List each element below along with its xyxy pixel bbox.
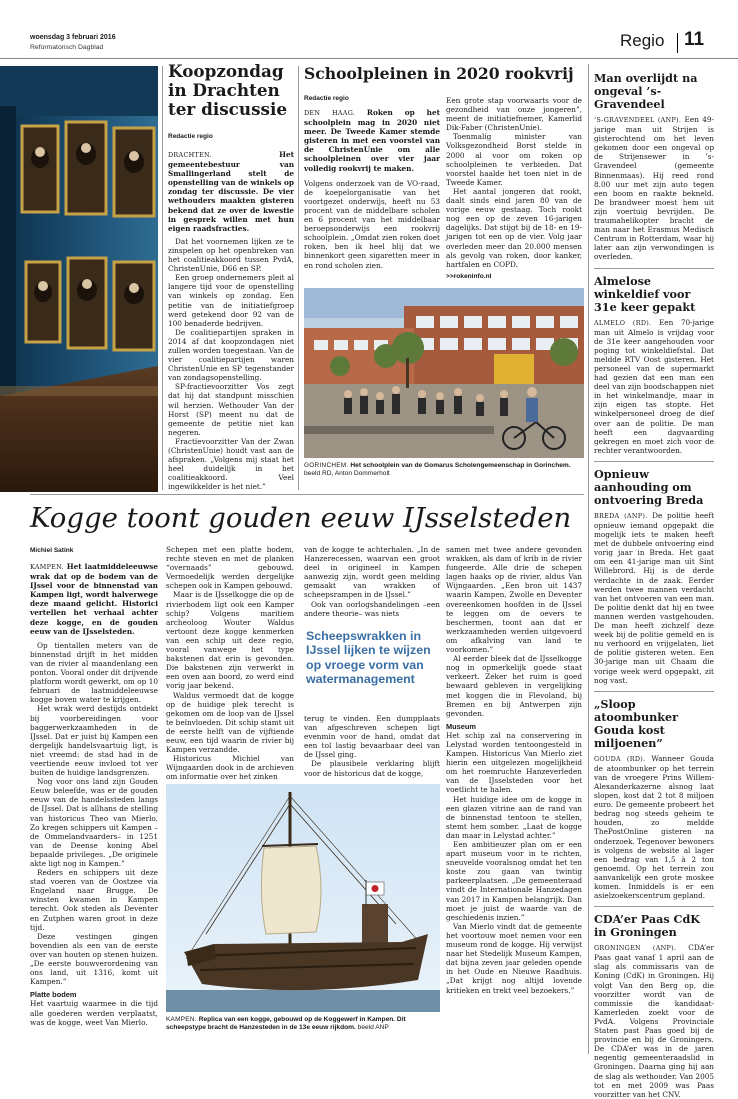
museum-photo-svg	[0, 66, 158, 492]
column-rule	[298, 66, 299, 490]
kogge-paragraph: Historicus Michiel van Wijngaarden dook in de archieven om informatie over het zinken	[166, 754, 294, 782]
kogge-col3-top	[304, 545, 440, 618]
masthead-paper: Reformatorisch Dagblad	[30, 44, 104, 51]
schoolpleinen-lead: Roken op het schoolplein mag in 2020 niet meer. De Tweede Kamer stemde gisteren in met een voorstel van de ChristenUnie om alle schoolpleinen over vier jaar volledig rookvrij te maken.	[304, 108, 440, 173]
column-rule	[162, 66, 163, 490]
kogge-paragraph: van de kogge te achterhalen. „In de Hanzerecessen, waarvan een groot deel in origineel in Kampen aanwezig zijn, wordt geen melding gemaakt van wrakken of scheepsrampen in de IJssel.”	[304, 545, 440, 600]
kogge-paragraph: Het schip zal na conservering in Lelystad worden tentoongesteld in Kampen. Historicus Van Mierlo ziet hierin een uitgelezen mogelijkheid om het roemruchte Hanzeverleden van de IJsselsteden voor het voetlicht te halen.	[446, 730, 582, 795]
school-caption-credit: beeld RD, Anton Dommerholt	[304, 470, 390, 478]
kogge-headline: Kogge toont gouden eeuw IJsselsteden	[30, 502, 572, 534]
kogge-photo-svg	[166, 784, 440, 1012]
brief-place: ALMELO (RD).	[594, 318, 652, 327]
brief-title: „Sloop atoombunker Gouda kost miljoenen”	[594, 696, 679, 750]
brief-text	[594, 115, 714, 262]
kogge-photo-caption	[166, 1016, 442, 1033]
kogge-paragraph: Het wrak werd destijds ontdekt bij voorbereidingen voor baggerwerkzaamheden in de IJssel. Dat er juist bij Kampen een dergelijk handelsvaartuig ligt, is niet vreemd: de stad had in de veertiende eeuw invloed tot ver buiten de huidige landsgrenzen.	[30, 704, 158, 778]
kogge-paragraph: terug te vinden. Een dumpplaats van afgeschreven schepen ligt evenmin voor de hand, omdat dat een tol lastig bevaarbaar deel van de IJssel ging.	[304, 714, 440, 760]
kogge-paragraph: Een ambitieuzer plan om er een apart museum voor in te richten, sneuvelde vooralsnog omdat het ten koste zou gaan van twintig parkeerplaatsen. „De gemeenteraad vindt de Internationale Hanzedagen van 2017 in Kampen belangrijk. Dan moet je juist de waarde van de geschiedenis inzien.”	[446, 840, 582, 922]
header-rule	[0, 58, 738, 59]
kogge-paragraph: Maar is de IJsselkogge die op de rivierbodem ligt ook een Kamper schip? Volgens maritiem archeoloog Wouter Waldus vertoont deze kogge kenmerken van een schip uit deze regio, vooral vanwege het type bakstenen dat erin is gevonden. Die bakstenen zijn verwerkt in een oven aan boord, zo werd eind vorig jaar bekend.	[166, 590, 294, 691]
school-caption-text: Het schoolplein van de Gomarus Scholengemeenschap in Gorinchem.	[350, 462, 571, 469]
kogge-paragraph: Ook van oorlogshandelingen –een andere theorie– was niets	[304, 599, 440, 618]
schoolpleinen-paragraph: Het aantal jongeren dat rookt, daalt sinds eind jaren 80 van de vorige eeuw gestaag. Toch rookt nog een op de zeven 16-jarigen dagelijks. Dat stijgt bij de 18- en 19-jarigen tot een op de vier. Volg jaar overleden meer dan 20.000 mensen als gevolg van roken, door kanker, hartfalen en COPD.	[446, 186, 582, 269]
kogge-paragraph: De plausibele verklaring blijft voor de historicus dat de kogge,	[304, 759, 440, 778]
kogge-photo	[166, 784, 440, 1012]
kogge-paragraph: Reders en schippers uit deze stad voeren van de Oostzee via Engeland naar Brugge. De winsten kwamen in Kampen terecht. Ook steden als Deventer en Zutphen waren groot in deze tijd.	[30, 868, 158, 932]
brief-body: Wanneer Gouda de atoombunker op het terrein van de vroegere Prins Willem-Alexanderkazerne alsnog laat slopen, kost dat 2 tot 8 miljoen euro. De gemeente probeert het bedrag nog steeds geheim te houden, zo meldde ThePostOnline gisteren na onderzoek. Tegenover bewoners is volgens de website al lager een bedrag van 1,5 à 2 ton genoemd. Op het terrein zou aanvankelijk een grote moskee komen. Inmiddels is er een asielzoekerscentrum gepland.	[594, 753, 715, 901]
schoolpleinen-paragraph: Toenmalig minister van Volksgezondheid Borst stelde in 2000 al voor om roken op schoolpleinen te verbieden. Dat voorstel haalde het toen niet in de Tweede Kamer.	[446, 132, 582, 187]
brief-item	[594, 913, 714, 1099]
brief-text	[594, 318, 714, 455]
school-photo-caption	[304, 462, 584, 479]
school-photo-svg	[304, 288, 584, 458]
kogge-paragraph: Op tientallen meters van de binnenstad drijft in het midden van de rivier al maandenlang een ponton. Vooral onder dit drijvende platform wordt gewerkt, om op 10 februari de laatmiddeleeuwse kogge boven water te krijgen.	[30, 640, 158, 705]
brief-text	[594, 511, 714, 685]
kogge-pullquote: Scheepswrakken in IJssel lijken te wijzen op vroege vorm van watermanagement	[306, 629, 431, 687]
kogge-paragraph: samen met twee andere gevonden wrakken, als dam of krib in de rivier fungeerde. Alle drie de schepen lagen haaks op de rivier, aldus Van Wijngaarden. „Een bron uit 1437 waarin Kampen, Zwolle en Deventer overeenkomen hoofden in de IJssel te leggen om de oevers te beschermen, toont aan dat er werkzaamheden werden uitgevoerd om afkalving van land te voorkomen.”	[446, 545, 582, 655]
page-number: 11	[684, 29, 705, 50]
koopzondag-paragraph: SP-fractievoorzitter Vos zegt dat hij dat standpunt misschien wil herzien. Wethouder Van der Horst (SP) meent nu dat de gemeente de petitie niet kan negeren.	[168, 382, 294, 437]
column-rule	[588, 64, 589, 1054]
koopzondag-paragraph: De coalitiepartijen spraken in 2014 af dat koopzondagen niet zullen worden toegestaan. Van de vier coalitiepartijen waren ChristenUnie en SP tegenstander van zondagsopenstelling.	[168, 327, 294, 383]
brief-item	[594, 72, 714, 269]
brief-body: Een 70-jarige man uit Almelo is vrijdag voor de 31e keer aangehouden voor poging tot winkeldiefstal. Dat meldde RTV Oost gisteren. Het personeel van de supermarkt had gezien dat een man een deel van zijn boodschappen niet in het winkelmandje, maar in zijn eigen tas stopte. Het winkelpersoneel droeg de dief over aan de politie. De man heeft een dagvaarding gekregen en moet zich voor de rechter verantwoorden.	[594, 317, 715, 455]
kogge-paragraph: Nog voor ons land zijn Gouden Eeuw beleefde, was er de gouden eeuw van de handelssteden langs de IJssel. Dat is allhans de stelling van historicus Theo van Mierlo. Zo kregen schippers uit Kampen –de Ommelandvaarders– in 1251 van de Deense koning Abel bepaalde privileges. „De originele akte ligt nog in Kampen.”	[30, 777, 158, 868]
kogge-col1	[30, 562, 158, 1027]
koopzondag-paragraph: Dat het voornemen lijken ze te zinspelen op het openbreken van het coalitieakkoord tussen PvdA, ChristenUnie, D66 en SP.	[168, 236, 294, 274]
brief-place: ’S-GRAVENDEEL (ANP).	[594, 116, 682, 124]
koopzondag-place: DRACHTEN.	[168, 151, 212, 159]
kogge-place: KAMPEN.	[30, 563, 64, 571]
koopzondag-body	[168, 150, 294, 491]
brief-text	[594, 943, 714, 1099]
brief-title: CDA’er Paas CdK in Groningen	[594, 912, 701, 940]
kogge-paragraph: Deze vestingen gingen bovendien als een van de eerste over van houten op stenen huizen. „De eerste bouwverordening van ons land, uit 1316, komt uit Kampen.”	[30, 931, 158, 987]
brief-item	[594, 468, 714, 692]
schoolpleinen-col2	[446, 96, 582, 281]
kogge-paragraph: Het vaartuig waarmee in die tijd alle goederen werden verplaatst, was de kogge, weet Van Mierlo.	[30, 999, 158, 1027]
brief-title: Opnieuw aanhouding om ontvoering Breda	[594, 466, 704, 507]
schoolpleinen-place: DEN HAAG.	[304, 109, 356, 117]
schoolpleinen-paragraph: Een grote stap voorwaarts voor de gezondheid van onze jongeren”, meent de initiatiefnemer, Kamerlid Dik-Faber (ChristenUnie).	[446, 96, 582, 133]
rokeninfo-link[interactable]: >>rokeninfo.nl	[446, 272, 492, 280]
kogge-caption-text: Replica van een kogge, gebouwd op de Koggewerf in Kampen. Dit scheepstype bracht de Hanzesteden in de 13e eeuw rijkdom.	[166, 1016, 406, 1032]
koopzondag-paragraph: Een groep ondernemers pleit al langere tijd voor de openstelling van winkels op zondag. Een petitie van de initiatiefgroep werd getekend door 92 van de 100 benaderde bedrijven.	[168, 273, 294, 328]
brief-title: Man overlijdt na ongeval ’s-Gravendeel	[594, 71, 698, 111]
schoolpleinen-paragraph: Volgens onderzoek van de VO-raad, de koepelorganisatie van het voortgezet onderwijs, heeft nu 53 procent van de middelbare scholen en 6 procent van het middelbaar beroepsonderwijs een rookvrij schoolplein. „Omdat zien roken doet roken, ben ik heel blij dat we binnenkort geen sigaretten meer in en rond scholen zien.	[304, 178, 440, 270]
kogge-paragraph: Waldus vermoedt dat de kogge op de huidige plek terecht is gekomen om de loop van de IJssel te beïnvloeden. Dit schip stamt uit de eerste helft van de vijftiende eeuw, een tijd waarin de rivier bij Kampen verzandde.	[166, 690, 294, 755]
brief-body: Een 49-jarige man uit Strijen is gisterochtend om het leven gekomen door een ongeval op de Strijensewег in ’s-Gravendeel (gemeente Binnenmaas). Hij reed rond 8.00 uur met zijn auto tegen een boom en raakte bekneld. De brandweer moest hem uit zijn voertuig bevrijden. De traumahelikopter bracht de man naar het Erasmus Medisch Centrum in Rotterdam, waar hij later aan zijn verwondingen is overleden.	[594, 115, 714, 262]
kogge-paragraph: Het huidige idee om de kogge in een glazen vitrine aan de rand van de binnenstad tentoon te stellen, stemt hem somber. „Laat de kogge dan maar in Lelystad achter.”	[446, 794, 582, 840]
schoolpleinen-byline: Redactie regio	[304, 95, 349, 102]
koopzondag-lead: Het gemeentebestuur van Smallingerland stelt de openstelling van de winkels op zondag ter discussie. De vier wethouders maakten gisteren bekend dat ze over de kwestie in gesprek willen met hun eigen raadsfracties.	[168, 150, 294, 233]
kogge-top-rule	[30, 494, 584, 495]
masthead-date: woensdag 3 februari 2016	[30, 34, 116, 41]
koopzondag-headline: Koopzondag in Drachten ter discussie	[168, 61, 288, 119]
section-divider	[677, 33, 678, 53]
brief-place: GOUDA (RD).	[594, 754, 646, 763]
kogge-col2	[166, 545, 294, 781]
kogge-paragraph: Al eerder bleek dat de IJsselkogge nog in opmerkelijk goede staat verkeert. Zeker het ruim is goed bewaard gebleven in vergelijking met koggen die in Flevoland, bij Bremen en bij Antwerpen zijn gevonden.	[446, 654, 582, 718]
section-label: Regio	[620, 31, 665, 50]
brief-body: De politie heeft opnieuw iemand opgepakt die mogelijk iets te maken heeft met de dubbele ontvoering eind vorig jaar in Breda. Het gaat om een 41-jarige man uit Sint Willebrord. Hij is de derde verdachte in de zaak. Eerder werden twee mannen verdacht van het ontvoeren van een man. De politie denkt dat hij en twee mannen werden vastgehouden. De man heeft zichzelf deze week bij de politie gemeld en is nu verhoord en vrijgelaten, liet de politie gisteren weten. Een 30-jarige man uit Chaam die vorige week werd opgepakt, zit nog vast.	[594, 510, 714, 685]
brief-place: BREDA (ANP).	[594, 511, 648, 520]
museum-photo	[0, 66, 158, 492]
koopzondag-byline: Redactie regio	[168, 133, 213, 140]
brief-body: CDA’er Paas gaat vanaf 1 april aan de slag als commissaris van de Koning (CdK) in Groningen. Hij volgt Van den Berg op, die voorzitter wordt van de commissie die kandidaat-Kamerleden zoekt voor de PvdA. Volgens Provinciale Staten past Paas goed bij de provincie en bij de Groningers. De CDA’er was in de jaren negentig gemeenteraadslid in Groningen. Daarna ging hij aan de slag als wethouder. Van 2005 tot en met 2009 was Paas voorzitter van het CNV.	[594, 943, 714, 1099]
kogge-lead: Het laatmiddeleeuwse wrak dat op de bodem van de IJssel voor de binnenstad van Kampen ligt, wordt halverwege deze maand gelicht. Historici vertellen het verhaal achter deze kogge, en de gouden eeuw van de IJsselsteden.	[30, 562, 158, 636]
kogge-paragraph: Van Mierlo vindt dat de gemeente het voortouw moet nemen voor een museum rond de kogge. Hij verwijst naar het Stedelijk Museum Kampen, dat bijna zeven jaar geleden opende in het Oude en Nieuwe Raadhuis. „Dat krijgt nog altijd lovende kritieken en trekt veel bezoekers.”	[446, 921, 582, 995]
brief-place: GRONINGEN (ANP).	[594, 944, 677, 953]
kogge-subheading: Museum	[446, 721, 476, 731]
koopzondag-paragraph: Fractievoorzitter Van der Zwan (ChristenUnie) houdt vast aan de afspraken. „Volgens mij staat het heel duidelijk in het coalitieakkoord. Veel ingewikkelder is het niet.”	[168, 436, 294, 492]
kogge-col3-bottom	[304, 714, 440, 778]
kogge-paragraph: Schepen met een platte bodem, rechte steven en met de planken “overnaads” gebouwd. Vermoedelijk werden dergelijke schepen ook in Kampen gebouwd.	[166, 545, 294, 591]
kogge-col4	[446, 545, 582, 995]
school-caption-place: GORINCHEM.	[304, 462, 349, 469]
kogge-byline: Michiel Satink	[30, 547, 74, 554]
brief-item	[594, 698, 714, 908]
kogge-caption-credit: beeld ANP	[357, 1024, 389, 1032]
schoolpleinen-headline: Schoolpleinen in 2020 rookvrij	[304, 64, 574, 83]
kogge-caption-place: KAMPEN.	[166, 1016, 197, 1023]
kogge-subheading: Platte bodem	[30, 990, 77, 1000]
briefs-column	[594, 72, 714, 1099]
brief-item	[594, 275, 714, 462]
school-photo	[304, 288, 584, 458]
schoolpleinen-col1	[304, 108, 440, 270]
brief-text	[594, 754, 714, 901]
brief-title: Almelose winkeldief voor 31e keer gepakt	[594, 273, 696, 314]
